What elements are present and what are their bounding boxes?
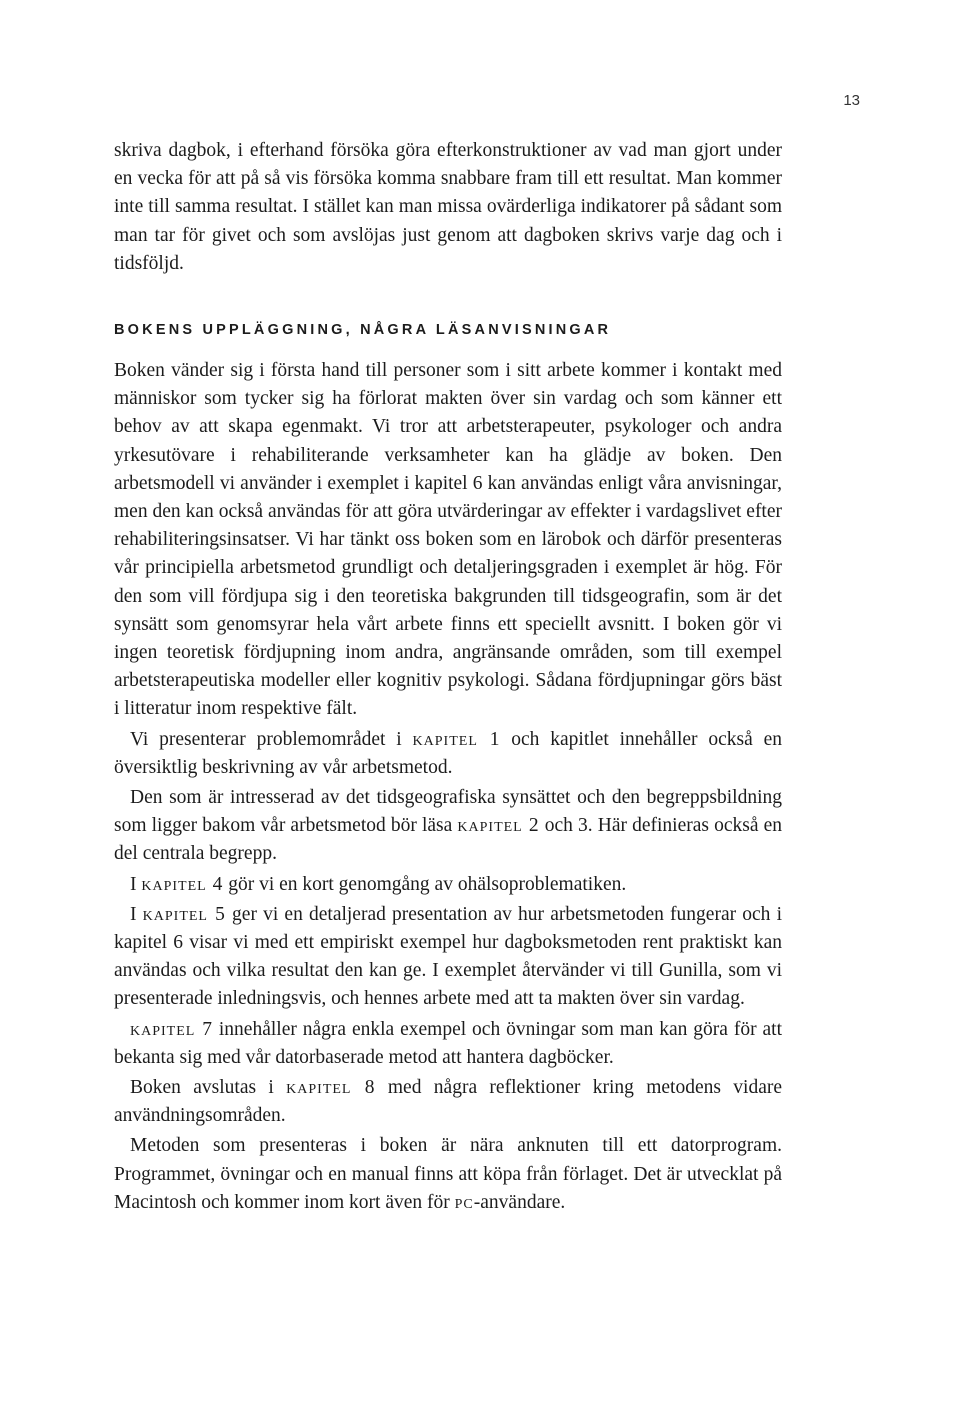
paragraph-2-text-a: Vi presenterar problemområdet i bbox=[130, 728, 413, 750]
paragraph-1: Boken vänder sig i första hand till personer som i sitt arbete kommer i kontakt med människor som tycker sig ha förlorat makten över sin vardag och som känner ett behov av att skapa egenmakt. Vi tror att arbetsterapeuter, psykologer och andra yrkesutövare i rehabiliterande verksamheter kan ha glädje av boken. Den arbetsmodell vi använder i exemplet i kapitel 6 kan användas enligt våra anvisningar, men den kan också användas för att göra utvärderingar av effekter i vardagslivet efter rehabiliteringsinsatser. Vi har tänkt oss boken som en lärobok och därför presenteras vår principiella arbetsmetod grundligt och detaljeringsgraden i exemplet är hög. För den som vill fördjupa sig i den teoretiska bakgrunden till tidsgeografin, som är det synsätt som genomsyrar hela vårt arbete finns ett speciellt avsnitt. I boken gör vi ingen teoretisk fördjupning inom andra, angränsande områden, som till exempel arbetsterapeutiska modeller eller kognitiv psykologi. Sådana fördjupningar görs bäst i litteratur inom respektive fält. bbox=[114, 360, 782, 720]
paragraph-7-text-b: med några reflektioner kring metodens vidare användningsområden. bbox=[114, 1077, 782, 1127]
pc-abbreviation: pc bbox=[454, 1191, 474, 1213]
chapter-ref-7: kapitel 7 bbox=[130, 1018, 213, 1040]
paragraph-2-text-b: och kapitlet innehåller också en översiktlig beskrivning av vår arbetsmetod. bbox=[114, 728, 782, 778]
paragraph-5-text-a: I bbox=[130, 903, 143, 925]
paragraph-4-text-b: gör vi en kort genomgång av ohälsoproblematiken. bbox=[223, 873, 627, 895]
paragraph-7-text-a: Boken avslutas i bbox=[130, 1077, 287, 1099]
paragraph-4 bbox=[114, 871, 782, 899]
paragraph-3-text-b: och 3. Här definieras också en del centrala begrepp. bbox=[114, 815, 783, 865]
chapter-ref-8: kapitel 8 bbox=[286, 1077, 376, 1099]
section-heading: BOKENS UPPLÄGGNING, NÅGRA LÄSANVISNINGAR bbox=[114, 322, 612, 338]
paragraph-5-text-b: ger vi en detaljerad presentation av hur arbetsmetoden fungerar och i kapitel 6 visar vi med ett empiriskt exempel hur dagboksmetoden rent praktiskt kan användas och vilka resultat den kan ge. I exemplet återvänder vi till Gunilla, som vi presenterade inledningsvis, och hennes arbete med att ta makten över sin vardag. bbox=[114, 903, 782, 1010]
paragraph-2 bbox=[114, 726, 782, 782]
section-body bbox=[114, 357, 782, 1217]
paragraph-6 bbox=[114, 1016, 782, 1072]
chapter-ref-4: kapitel 4 bbox=[141, 873, 224, 895]
page-number: 13 bbox=[843, 92, 860, 109]
paragraph-8 bbox=[114, 1132, 782, 1217]
paragraph-3 bbox=[114, 784, 782, 869]
chapter-ref-2: kapitel 2 bbox=[457, 815, 540, 837]
paragraph-7 bbox=[114, 1074, 782, 1130]
paragraph-8-text-a: Metoden som presenteras i boken är nära anknuten till ett datorprogram. Programmet, övningar och en manual finns att köpa från förlaget. Det är utvecklat på Macintosh och kommer inom kort även för bbox=[114, 1135, 782, 1213]
paragraph-5 bbox=[114, 901, 782, 1014]
chapter-ref-1: kapitel 1 bbox=[412, 728, 501, 750]
paragraph-4-text-a: I bbox=[130, 873, 142, 895]
paragraph-3-text-a: Den som är intresserad av det tidsgeografiska synsättet och den begreppsbildning som ligger bakom vår arbetsmetod bör läsa bbox=[114, 787, 782, 837]
intro-paragraph: skriva dagbok, i efterhand försöka göra efterkonstruktioner av vad man gjort under en vecka för att på så vis försöka komma snabbare fram till ett resultat. Man kommer inte till samma resultat. I stället kan man missa ovärderliga indikatorer på sådant som man tar för givet och som avslöjas just genom att dagboken skrivs varje dag och i tidsföljd. bbox=[114, 140, 782, 274]
chapter-ref-5: kapitel 5 bbox=[142, 903, 226, 925]
paragraph-6-text: innehåller några enkla exempel och övningar som man kan göra för att bekanta sig med vår datorbaserade metod att hantera dagböcker. bbox=[114, 1018, 782, 1068]
paragraph-8-text-b: -användare. bbox=[473, 1191, 566, 1213]
intro-paragraph-block bbox=[114, 137, 782, 278]
